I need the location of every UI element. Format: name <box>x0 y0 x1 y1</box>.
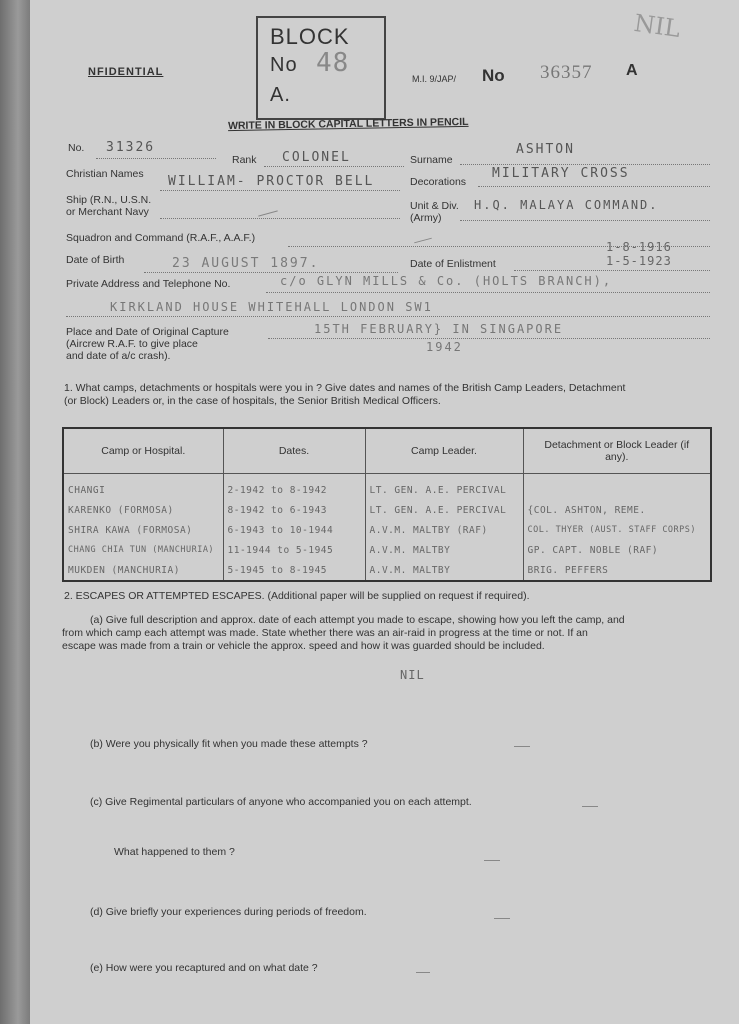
escapes-b-question: (b) Were you physically fit when you made these attempts ? <box>90 738 368 750</box>
unit-value: H.Q. MALAYA COMMAND. <box>474 198 659 212</box>
dates-cell: 11-1944 to 5-1945 <box>223 540 365 560</box>
escapes-a-line-1: (a) Give full description and approx. date of each attempt you made to escape, showing how you left the camp, and <box>90 614 625 626</box>
mi-reference: M.I. 9/JAP/ <box>412 74 457 84</box>
address-value-1: c/o GLYN MILLS & Co. (HOLTS BRANCH), <box>280 274 613 288</box>
block-number-value: 48 <box>316 48 350 78</box>
block-no-label: No <box>270 54 298 76</box>
ship-label-2: or Merchant Navy <box>66 206 149 218</box>
no-value: 31326 <box>106 140 156 155</box>
table-row <box>63 520 711 540</box>
camp-leader-cell: A.V.M. MALTBY <box>365 560 523 581</box>
question-1-line-1: 1. What camps, detachments or hospitals were you in ? Give dates and names of the British Camp Leaders, Detachment <box>64 382 626 394</box>
block-leader-cell: COL. THYER (AUST. STAFF CORPS) <box>523 520 711 540</box>
unit-label-2: (Army) <box>410 212 442 224</box>
enlistment-label: Date of Enlistment <box>410 258 496 270</box>
dates-cell: 8-1942 to 6-1943 <box>223 500 365 520</box>
no-label: No. <box>68 142 85 154</box>
pencil-instruction: WRITE IN BLOCK CAPITAL LETTERS IN PENCIL <box>227 115 469 133</box>
block-word: BLOCK <box>270 24 350 49</box>
unit-label-1: Unit & Div. <box>410 200 459 212</box>
camp-cell: MUKDEN (MANCHURIA) <box>63 560 223 581</box>
ship-label-1: Ship (R.N., U.S.N. <box>66 194 152 206</box>
escapes-a-line-2: from which camp each attempt was made. State whether there was an air-raid in progress at the time or not. If an <box>62 627 588 639</box>
surname-value: ASHTON <box>516 142 575 157</box>
dob-label: Date of Birth <box>66 254 125 266</box>
block-leader-cell <box>523 474 711 501</box>
address-label: Private Address and Telephone No. <box>66 278 231 290</box>
table-row <box>63 560 711 581</box>
christian-names-value: WILLIAM- PROCTOR BELL <box>168 174 375 189</box>
rank-label: Rank <box>232 154 257 166</box>
block-letter: A. <box>270 84 291 106</box>
block-leader-cell: {COL. ASHTON, REME. <box>523 500 711 520</box>
corner-annotation: NIL <box>632 8 683 44</box>
camp-column-header: Camp or Hospital. <box>63 428 223 474</box>
camps-table <box>62 427 712 582</box>
camps-table-header <box>63 428 711 474</box>
escapes-c-followup: What happened to them ? <box>114 846 235 858</box>
escapes-c-question: (c) Give Regimental particulars of anyone who accompanied you on each attempt. <box>90 796 472 808</box>
capture-value-2: 1942 <box>426 340 463 354</box>
camp-leader-cell: LT. GEN. A.E. PERCIVAL <box>365 474 523 501</box>
camp-leader-cell: A.V.M. MALTBY (RAF) <box>365 520 523 540</box>
dates-cell: 6-1943 to 10-1944 <box>223 520 365 540</box>
escapes-a-answer: NIL <box>400 668 425 682</box>
address-value-2: KIRKLAND HOUSE WHITEHALL LONDON SW1 <box>110 300 433 314</box>
camp-cell: CHANGI <box>63 474 223 501</box>
table-row <box>63 474 711 501</box>
dates-column-header: Dates. <box>223 428 365 474</box>
table-row <box>63 500 711 520</box>
dates-cell: 5-1945 to 8-1945 <box>223 560 365 581</box>
document-sheet <box>30 0 739 1024</box>
escapes-d-question: (d) Give briefly your experiences during periods of freedom. <box>90 906 367 918</box>
question-1-line-2: (or Block) Leaders or, in the case of hospitals, the Senior British Medical Officers. <box>64 395 441 407</box>
table-row <box>63 540 711 560</box>
squadron-label: Squadron and Command (R.A.F., A.A.F.) <box>66 232 256 244</box>
decorations-value: MILITARY CROSS <box>492 166 630 181</box>
block-leader-cell: BRIG. PEFFERS <box>523 560 711 581</box>
capture-value-1: 15TH FEBRUARY} IN SINGAPORE <box>314 322 564 336</box>
camp-leader-cell: A.V.M. MALTBY <box>365 540 523 560</box>
decorations-label: Decorations <box>410 176 467 188</box>
escapes-e-question: (e) How were you recaptured and on what date ? <box>90 962 318 974</box>
block-number-box <box>256 16 386 120</box>
camp-leader-column-header: Camp Leader. <box>365 428 523 474</box>
capture-label-2: (Aircrew R.A.F. to give place <box>66 338 198 350</box>
camp-leader-cell: LT. GEN. A.E. PERCIVAL <box>365 500 523 520</box>
surname-label: Surname <box>410 154 453 166</box>
block-leader-cell: GP. CAPT. NOBLE (RAF) <box>523 540 711 560</box>
block-leader-column-header: Detachment or Block Leader (if any). <box>523 428 711 474</box>
camp-cell: CHANG CHIA TUN (MANCHURIA) <box>63 540 223 560</box>
christian-names-label: Christian Names <box>66 168 144 180</box>
capture-label-1: Place and Date of Original Capture <box>66 326 229 338</box>
dob-value: 23 AUGUST 1897. <box>172 256 320 271</box>
dates-cell: 2-1942 to 8-1942 <box>223 474 365 501</box>
enlistment-value-2: 1-5-1923 <box>606 254 672 268</box>
serial-number: 36357 <box>540 62 593 83</box>
escapes-a-line-3: escape was made from a train or vehicle the approx. speed and how it was guarded should be included. <box>62 640 545 652</box>
rank-value: COLONEL <box>282 150 351 165</box>
serial-no-label: No <box>482 66 505 85</box>
capture-label-3: and date of a/c crash). <box>66 350 171 362</box>
enlistment-value-1: 1-8-1916 <box>606 240 672 254</box>
escapes-heading: 2. ESCAPES OR ATTEMPTED ESCAPES. (Additional paper will be supplied on request if required). <box>64 590 530 602</box>
camp-cell: KARENKO (FORMOSA) <box>63 500 223 520</box>
confidential-mark: NFIDENTIAL <box>88 66 164 78</box>
camp-cell: SHIRA KAWA (FORMOSA) <box>63 520 223 540</box>
serial-suffix: A <box>626 62 638 79</box>
